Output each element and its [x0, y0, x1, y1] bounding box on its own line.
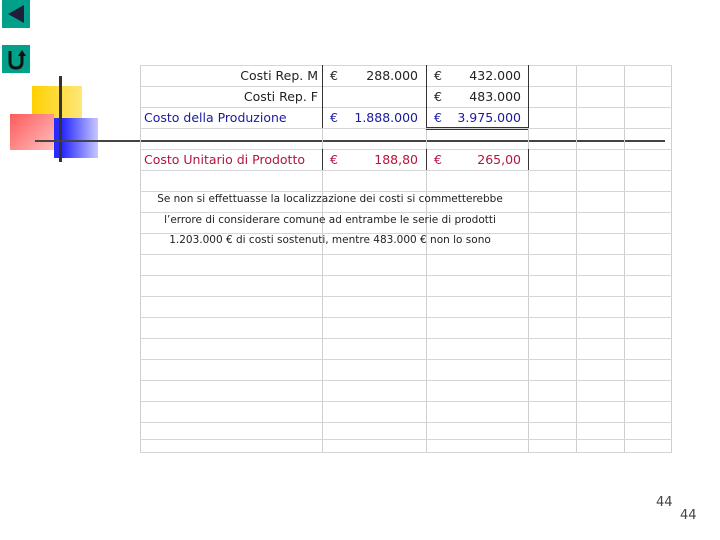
return-button[interactable] — [2, 45, 30, 73]
page-number-footer: 44 — [680, 508, 697, 523]
row4-col2-currency: € — [434, 152, 442, 167]
note-line-1: Se non si effettuasse la localizzazione dei costi si commetterebbe — [157, 193, 503, 205]
note-line-3: 1.203.000 € di costi sostenuti, mentre 483.000 € non lo sono — [169, 234, 491, 246]
row3-col2-currency: € — [434, 110, 442, 125]
page-number: 44 — [656, 495, 673, 510]
row3-col1-value: 1.888.000 — [354, 110, 418, 125]
explanatory-note — [140, 189, 520, 251]
label-costi-rep-m: Costi Rep. M — [240, 68, 318, 83]
row4-col1-currency: € — [330, 152, 338, 167]
row3-col1-currency: € — [330, 110, 338, 125]
cost-spreadsheet — [140, 65, 672, 453]
note-line-2: l’errore di considerare comune ad entrambe le serie di prodotti — [164, 213, 496, 226]
back-button[interactable] — [2, 0, 30, 28]
decorative-red-square — [10, 114, 54, 150]
row4-col2-value: 265,00 — [477, 152, 521, 167]
u-turn-return-icon — [4, 47, 28, 71]
row2-col2-currency: € — [434, 89, 442, 104]
row3-col2-value: 3.975.000 — [457, 110, 521, 125]
row1-col2-currency: € — [434, 68, 442, 83]
row1-col2-value: 432.000 — [469, 68, 521, 83]
label-costo-unitario: Costo Unitario di Prodotto — [144, 152, 305, 167]
row1-col1-currency: € — [330, 68, 338, 83]
label-costi-rep-f: Costi Rep. F — [243, 89, 318, 104]
row1-col1-value: 288.000 — [366, 68, 418, 83]
row4-col1-value: 188,80 — [374, 152, 418, 167]
triangle-left-icon — [5, 3, 27, 25]
decorative-vertical-line — [59, 76, 62, 162]
row2-col2-value: 483.000 — [469, 89, 521, 104]
label-costo-produzione: Costo della Produzione — [144, 110, 287, 125]
